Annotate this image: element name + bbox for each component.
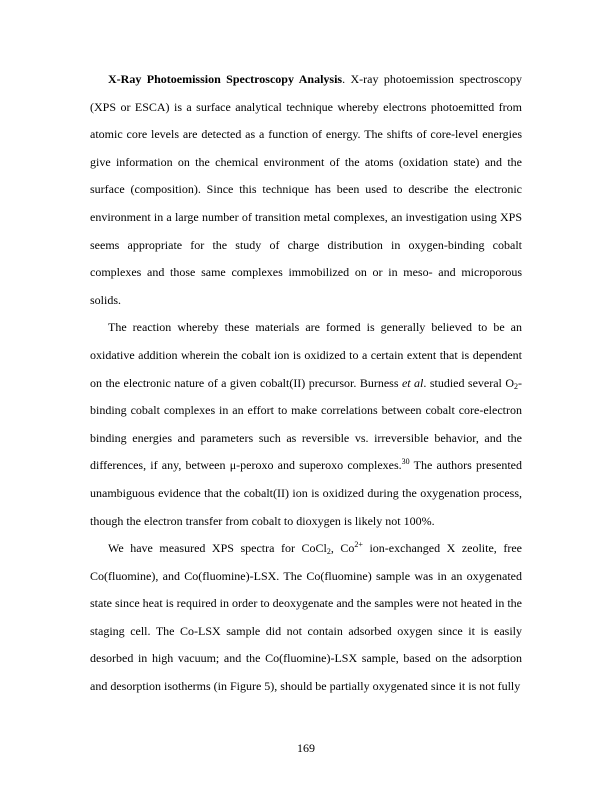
text-run: ion-exchanged X zeolite, free Co(fluomine), and Co(fluomine)-LSX. The Co(fluomine) sample was in an oxygenated state since heat is required in order to deoxygenate and the samples were not heated in the staging cell. The Co-LSX sample did not contain adsorbed oxygen since it is easily desorbed in high vacuum; and the Co(fluomine)-LSX sample, based on the adsorption and desorption isotherms (in Figure 5), should be partially oxygenated since it is not fully <box>90 541 522 694</box>
text-run: . studied several O <box>423 375 514 390</box>
subscript: 2 <box>326 547 331 557</box>
paragraph-oxidative-addition <box>90 314 522 535</box>
paragraph-text: X-ray photoemission spectroscopy (XPS or ESCA) is a surface analytical technique whereby electrons photoemitted from atomic core levels are detected as a function of energy. The shifts of core-level energies give information on the chemical environment of the atoms (oxidation state) and the surface (composition). Since this technique has been used to describe the electronic environment in a large number of transition metal complexes, an investigation using XPS seems appropriate for the study of charge distribution in oxygen-binding cobalt complexes and those same complexes immobilized on or in meso- and microporous solids. <box>90 72 522 307</box>
paragraph-xps-measurements <box>90 535 522 701</box>
italic-et-al: et al <box>401 375 424 390</box>
subscript: 2 <box>514 381 518 391</box>
citation-superscript: 30 <box>401 457 410 467</box>
heading-period: . <box>342 72 346 86</box>
text-run: We have measured XPS spectra for CoCl <box>108 541 327 556</box>
page-number: 169 <box>297 741 315 755</box>
text-run: The reaction whereby these materials are formed is generally believed to be an oxidative addition wherein the cobalt ion is oxidized to a certain extent that is dependent on the electronic nature of a given cobalt(II) precursor. Burness <box>90 320 522 390</box>
section-heading: X-Ray Photoemission Spectroscopy Analysis <box>108 72 343 86</box>
text-run: , Co <box>330 541 355 556</box>
text-run: -binding cobalt complexes in an effort to make correlations between cobalt core-electron binding energies and parameters such as reversible vs. irreversible behavior, and the differences, if any, between μ-peroxo and superoxo complexes. <box>90 375 522 473</box>
paragraph-xps-intro <box>90 66 522 314</box>
page-body <box>90 66 522 701</box>
text-run: The authors presented unambiguous evidence that the cobalt(II) ion is oxidized during the oxygenation process, though the electron transfer from cobalt to dioxygen is likely not 100%. <box>90 458 522 528</box>
superscript-charge: 2+ <box>354 540 363 550</box>
